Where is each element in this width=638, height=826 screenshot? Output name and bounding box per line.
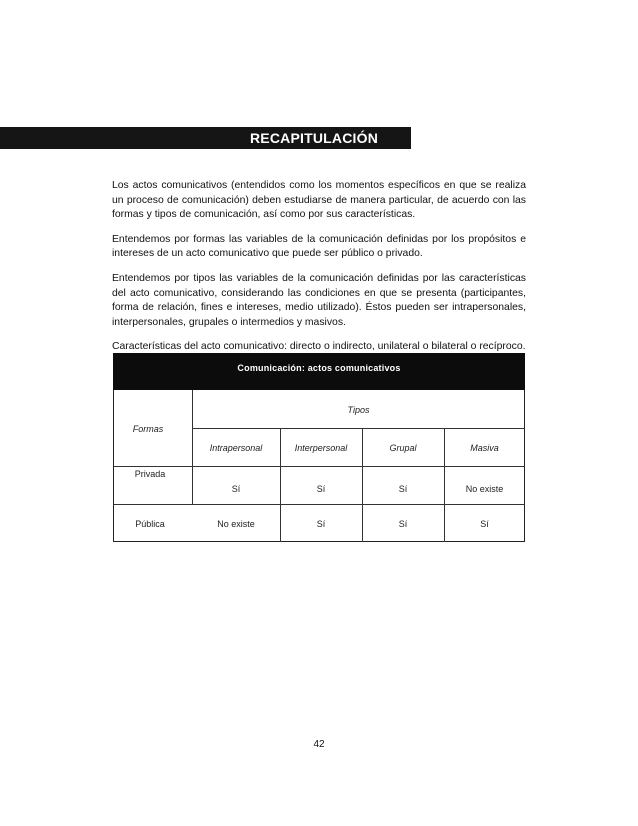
paragraph: Entendemos por tipos las variables de la comunicación definidas por las características del acto comunicativo, considerando las condiciones en que se presenta (participantes, forma de relación, fines e intereses, medio utilizado). Éstos pueden ser intrapersonales, interpersonales, grupales o intermedios y masivos. bbox=[112, 272, 526, 328]
tipos-header: Tipos bbox=[347, 405, 370, 415]
communication-table bbox=[113, 353, 525, 542]
table-body bbox=[113, 390, 525, 542]
section-title: RECAPITULACIÓN bbox=[250, 130, 379, 146]
body-text bbox=[112, 179, 526, 365]
table-cell: Sí bbox=[231, 484, 241, 494]
table-title: Comunicación: actos comunicativos bbox=[237, 363, 401, 373]
column-header: Grupal bbox=[389, 443, 417, 453]
row-label: Pública bbox=[135, 519, 165, 529]
table-cell: Sí bbox=[398, 484, 408, 494]
column-header: Interpersonal bbox=[294, 443, 348, 453]
table-header-bar bbox=[113, 353, 525, 390]
row-label: Privada bbox=[134, 469, 166, 479]
paragraph: Los actos comunicativos (entendidos como los momentos específicos en que se realiza un proceso de comunicación) deben estudiarse de manera particular, de acuerdo con las formas y tipos de comunicación, así como por sus características. bbox=[112, 180, 526, 221]
column-header: Intrapersonal bbox=[209, 443, 263, 453]
table-cell: No existe bbox=[465, 484, 504, 494]
table-cell: Sí bbox=[316, 519, 326, 529]
table-cell: Sí bbox=[316, 484, 326, 494]
paragraph: Características del acto comunicativo: directo o indirecto, unilateral o bilateral o recíproco. bbox=[112, 341, 526, 353]
column-header: Masiva bbox=[470, 443, 499, 453]
paragraph: Entendemos por formas las variables de la comunicación definidas por los propósitos e intereses de un acto comunicativo que puede ser público o privado. bbox=[112, 233, 526, 260]
table-cell: Sí bbox=[480, 519, 489, 529]
formas-header: Formas bbox=[132, 424, 164, 434]
table-cell: Sí bbox=[398, 519, 408, 529]
row-divider bbox=[192, 428, 525, 429]
row-divider bbox=[114, 504, 525, 505]
section-banner bbox=[0, 127, 411, 149]
table-cell: No existe bbox=[217, 519, 255, 529]
page-number: 42 bbox=[313, 739, 325, 750]
row-divider bbox=[114, 466, 525, 467]
